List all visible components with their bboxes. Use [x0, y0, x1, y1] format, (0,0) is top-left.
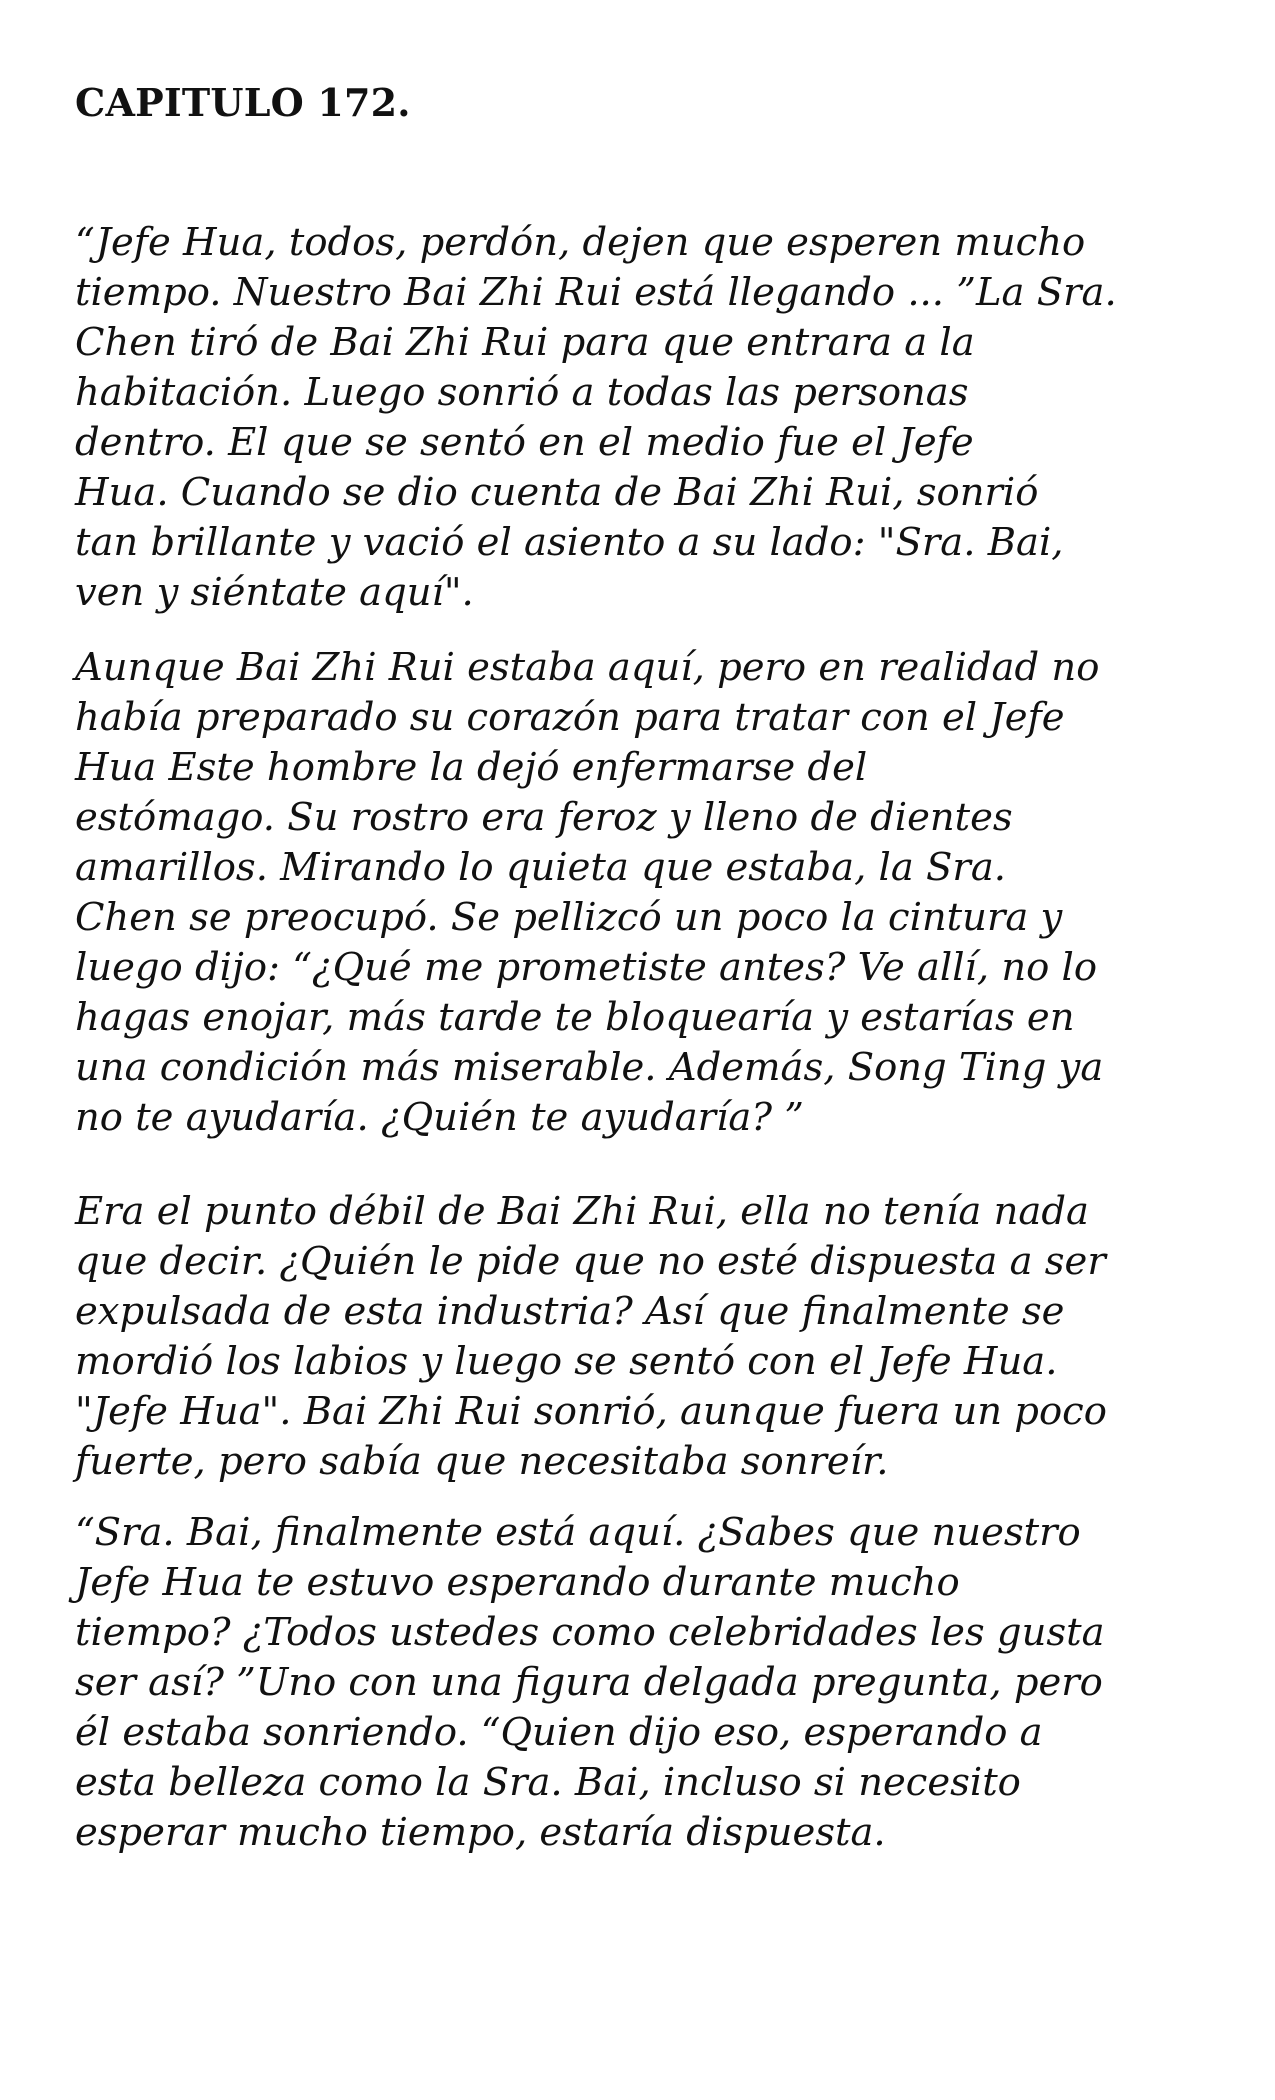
- paragraph-3: Era el punto débil de Bai Zhi Rui, ella no tenía nada que decir. ¿Quién le pide que no esté dispuesta a ser expulsada de esta industria? Así que finalmente se mordió los labios y luego se sentó con el Jefe Hua. "Jefe Hua". Bai Zhi Rui sonrió, aunque fuera un poco fuerte, pero sabía que necesitaba sonreír.: [75, 1189, 1107, 1484]
- chapter-title: CAPITULO 172.: [75, 80, 411, 125]
- paragraph-2: Aunque Bai Zhi Rui estaba aquí, pero en realidad no había preparado su corazón para tratar con el Jefe Hua Este hombre la dejó enfermarse del estómago. Su rostro era feroz y lleno de dientes amarillos. Mirando lo quieta que estaba, la Sra. Chen se preocupó. Se pellizcó un poco la cintura y luego dijo: “¿Qué me prometiste antes? Ve allí, no lo hagas enojar, más tarde te bloquearía y estarías en una condición más miserable. Además, Song Ting ya no te ayudaría. ¿Quién te ayudaría? ”: [75, 645, 1104, 1140]
- paragraph-1: “Jefe Hua, todos, perdón, dejen que esperen mucho tiempo. Nuestro Bai Zhi Rui está llegando ... ”La Sra. Chen tiró de Bai Zhi Rui para que entrara a la habitación. Luego sonrió a todas las personas dentro. El que se sentó en el medio fue el Jefe Hua. Cuando se dio cuenta de Bai Zhi Rui, sonrió tan brillante y vació el asiento a su lado: "Sra. Bai, ven y siéntate aquí".: [75, 220, 1117, 615]
- paragraph-4: “Sra. Bai, finalmente está aquí. ¿Sabes que nuestro Jefe Hua te estuvo esperando durante mucho tiempo? ¿Todos ustedes como celebridades les gusta ser así? ”Uno con una figura delgada pregunta, pero él estaba sonriendo. “Quien dijo eso, esperando a esta belleza como la Sra. Bai, incluso si necesito esperar mucho tiempo, estaría dispuesta.: [75, 1510, 1105, 1855]
